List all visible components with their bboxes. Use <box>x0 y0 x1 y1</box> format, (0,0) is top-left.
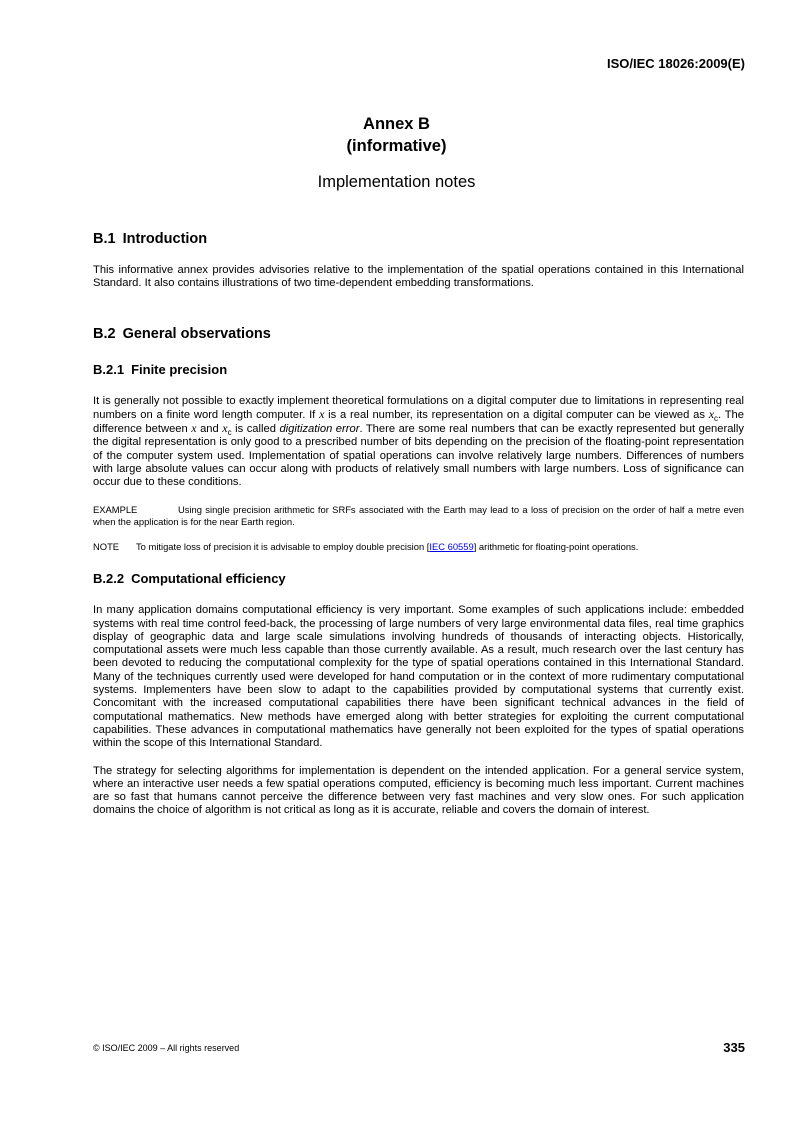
variable-xc: x <box>222 421 228 436</box>
subsection-heading-b21 <box>93 362 744 378</box>
paragraph: In many application domains computational efficiency is very important. Some examples of such applications include: embedded systems with real time control feed-back, the processing of large numbers of very large environmental data files, real time graphics display of geographic data and large scale simulations involving hundreds of thousands of interacting objects. Historically, computational assets were much less capable than those currently available. As a result, much research over the last century has been devoted to reducing the computational complexity for the type of spatial operations contained in this International Standard. Many of the techniques currently used were developed for hand computation or in the context of more rudimentary computational systems. Implementers have been slow to adapt to the capabilities provided by computational systems that currently exist. Concomitant with the increased computational capabilities there have been significant technical advances in the field of computational mathematics. New methods have emerged along with better strategies for exploiting the current computational capabilities. These advances in computational mathematics have generally not been exploited for the types of spatial operations within the scope of this International Standard. <box>93 604 744 750</box>
variable-xc: x <box>708 406 715 421</box>
text-run: . There are some real numbers that can be exactly represented but generally the digital representation is only good to a prescribed number of bits depending on the precision of the floating-point representation of the computer system used. Implementation of spatial operations can involve relatively large numbers. Differences of numbers with large absolute values can occur along with products of relatively small numbers with large numbers. Loss of significance can occur due to these conditions. <box>93 423 744 489</box>
section-number: B.1 <box>93 231 116 247</box>
paragraph: The strategy for selecting algorithms for implementation is dependent on the intended application. For a general service system, where an interactive user needs a few spatial operations computed, efficiency is becoming much less important. Current machines are so fast that humans cannot perceive the difference between very fast machines and very slow ones. For such application domains the choice of algorithm is not critical as long as it is accurate, reliable and covers the domain of interest. <box>93 764 744 817</box>
section-number: B.2.2 <box>93 571 125 587</box>
text-run: It is generally not possible to exactly implement theoretical formulations on a digital computer due to limitations in representing real numbers on a finite word length computer. If <box>93 394 744 421</box>
text-run: . The difference between <box>93 408 745 436</box>
example-label: EXAMPLE <box>93 503 138 515</box>
subscript-c: c <box>714 414 719 424</box>
variable-x: x <box>319 406 325 421</box>
example-paragraph <box>93 504 744 528</box>
document-identifier: ISO/IEC 18026:2009(E) <box>606 56 745 71</box>
section-number: B.2 <box>93 325 116 342</box>
section-title: Finite precision <box>131 361 228 377</box>
section-title: Introduction <box>122 231 208 247</box>
section-heading-b2 <box>93 325 744 343</box>
note-paragraph <box>93 541 744 553</box>
text-run: is a real number, its representation on a digital computer can be viewed as <box>324 408 709 421</box>
annex-subtitle: Implementation notes <box>317 173 476 191</box>
note-text: To mitigate loss of precision it is advisable to employ double precision [ <box>136 541 430 553</box>
document-body <box>93 230 744 818</box>
annex-heading <box>0 113 793 193</box>
section-title: General observations <box>122 325 271 342</box>
footer-copyright: © ISO/IEC 2009 – All rights reserved <box>93 1043 240 1053</box>
paragraph <box>93 395 744 490</box>
example-text: Using single precision arithmetic for SRFs associated with the Earth may lead to a loss of precision on the order of half a metre even when the application is for the near Earth region. <box>93 503 744 527</box>
section-heading-b1 <box>93 230 744 248</box>
subsection-heading-b22 <box>93 571 744 587</box>
page-number: 335 <box>723 1040 745 1055</box>
section-title: Computational efficiency <box>131 571 286 587</box>
variable-x: x <box>191 421 197 436</box>
annex-title: Annex B <box>363 115 430 133</box>
annex-kind: (informative) <box>346 137 447 155</box>
subscript-c: c <box>227 428 232 438</box>
iec-60559-link[interactable]: IEC 60559 <box>429 541 474 553</box>
note-text: ] arithmetic for floating-point operations. <box>473 541 639 553</box>
text-run: and <box>196 423 223 436</box>
paragraph: This informative annex provides advisories relative to the implementation of the spatial operations contained in this International Standard. It also contains illustrations of two time-dependent embedding transformations. <box>93 264 744 290</box>
note-label: NOTE <box>93 541 120 553</box>
section-number: B.2.1 <box>93 361 125 377</box>
text-run: is called <box>231 423 280 436</box>
term-digitization-error: digitization error <box>279 423 360 436</box>
